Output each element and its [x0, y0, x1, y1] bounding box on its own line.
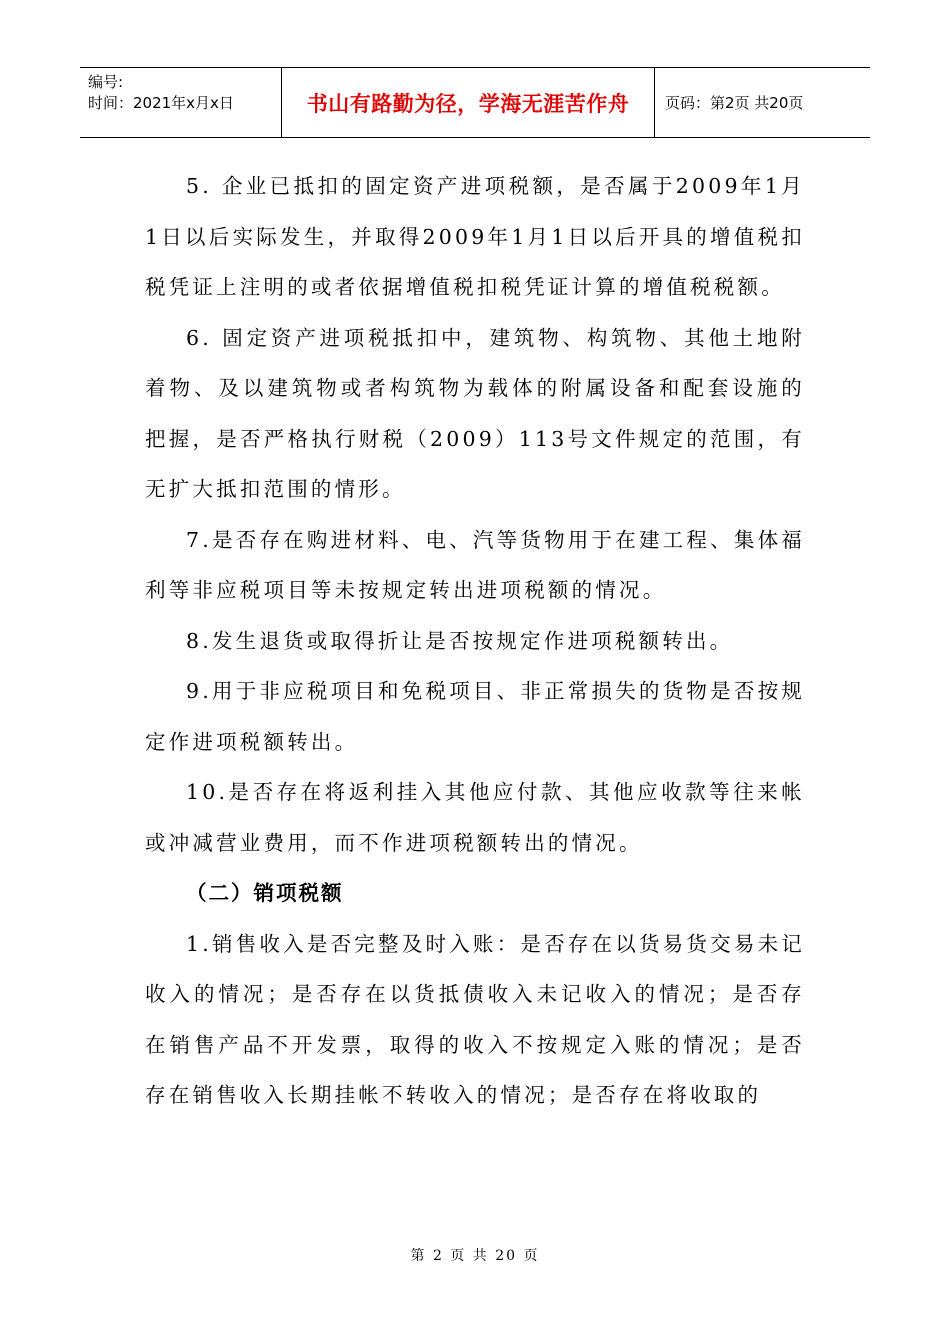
serial-number-label: 编号:: [88, 73, 124, 91]
header-page-info: 页码：第2页 共20页: [665, 94, 804, 112]
body-paragraph: 10.是否存在将返利挂入其他应付款、其他应收款等往来帐或冲减营业费用，而不作进项税额转出的情况。: [145, 780, 805, 855]
section-heading: （二）销项税额: [186, 881, 344, 905]
time-label: 时间：2021年x月x日: [88, 94, 234, 112]
document-body: [145, 161, 805, 1121]
body-paragraph: 5. 企业已抵扣的固定资产进项税额，是否属于2009年1月1日以后实际发生，并取得2009年1月1日以后开具的增值税扣税凭证上注明的或者依据增值税扣税凭证计算的增值税税额。: [145, 174, 805, 299]
page-header: [80, 67, 870, 138]
page-footer: 第 2 页 共 20 页: [410, 1248, 540, 1264]
header-meta: [80, 68, 282, 137]
body-paragraph: 8.发生退货或取得折让是否按规定作进项税额转出。: [186, 628, 734, 653]
header-motto: 书山有路勤为径，学海无涯苦作舟: [282, 68, 655, 137]
body-paragraph: 6. 固定资产进项税抵扣中，建筑物、构筑物、其他土地附着物、及以建筑物或者构筑物为载体的附属设备和配套设施的把握，是否严格执行财税（2009）113号文件规定的范围，有无扩大抵扣范围的情形。: [145, 325, 805, 501]
body-paragraph: 9.用于非应税项目和免税项目、非正常损失的货物是否按规定作进项税额转出。: [145, 679, 805, 754]
body-paragraph: 7.是否存在购进材料、电、汽等货物用于在建工程、集体福利等非应税项目等未按规定转出进项税额的情况。: [145, 527, 805, 602]
body-paragraph: 1.销售收入是否完整及时入账：是否存在以货易货交易未记收入的情况；是否存在以货抵债收入未记收入的情况；是否存在销售产品不开发票，取得的收入不按规定入账的情况；是否存在销售收入长期挂帐不转收入的情况；是否存在将收取的: [145, 931, 805, 1107]
